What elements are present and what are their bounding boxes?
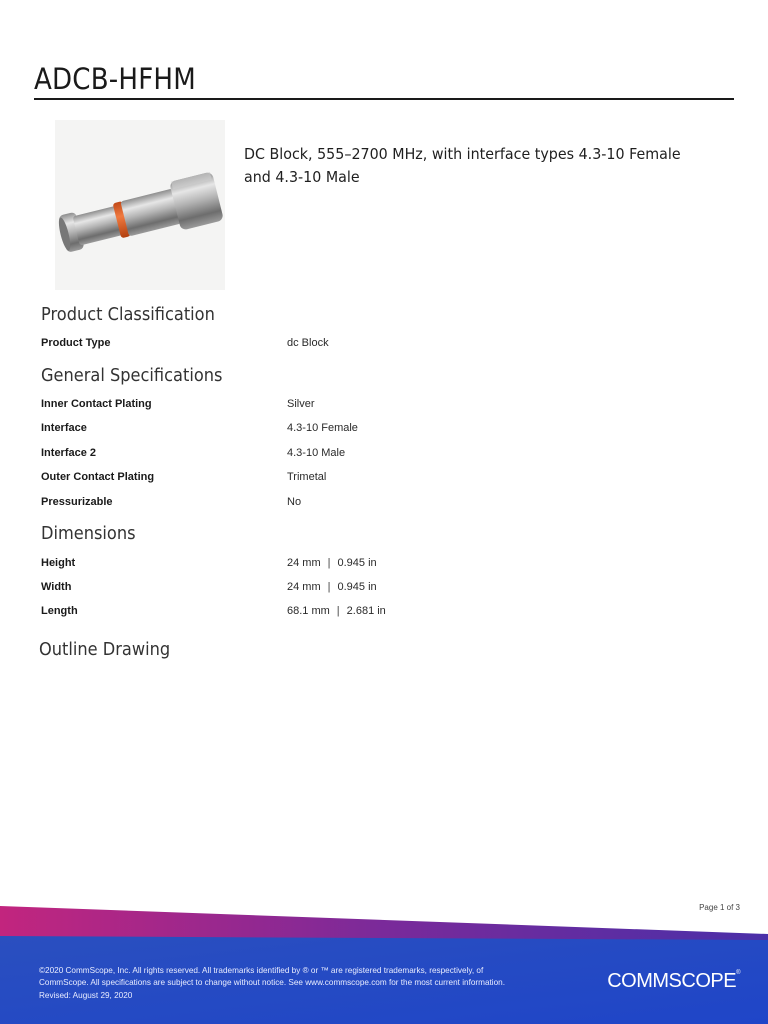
unit-separator: | — [327, 581, 331, 593]
legal-notice: ©2020 CommScope, Inc. All rights reserved. All trademarks identified by ® or ™ are registered trademarks, respectively, of CommScope. All specifications are subject to change without notice. See www.commscope.com for the most current information. Revised: August 29, 2020 — [39, 966, 505, 1000]
imperial-value: 2.681 in — [346, 605, 386, 617]
spec-row — [41, 447, 641, 467]
spec-label: Product Type — [41, 337, 111, 349]
section-title-general: General Specifications — [41, 365, 223, 386]
unit-separator: | — [336, 605, 340, 617]
spec-row — [41, 557, 641, 577]
brand-wordmark: COMMSCOPE — [607, 970, 737, 992]
product-photo — [55, 120, 225, 290]
spec-value: Silver — [287, 398, 315, 410]
registered-mark: ® — [736, 970, 740, 976]
spec-value: dc Block — [287, 337, 329, 349]
section-title-classification: Product Classification — [41, 304, 215, 325]
dc-block-connector-icon — [55, 120, 225, 290]
spec-row — [41, 398, 641, 418]
metric-value: 24 mm — [287, 581, 321, 593]
section-title-dimensions: Dimensions — [41, 523, 136, 544]
spec-label: Height — [41, 557, 76, 569]
metric-value: 24 mm — [287, 557, 321, 569]
spec-label: Interface 2 — [41, 447, 97, 459]
spec-row — [41, 496, 641, 516]
spec-value: Trimetal — [287, 471, 327, 483]
spec-label: Inner Contact Plating — [41, 398, 152, 410]
unit-separator: | — [327, 557, 331, 569]
metric-value: 68.1 mm — [287, 605, 330, 617]
imperial-value: 0.945 in — [337, 557, 377, 569]
spec-value — [287, 605, 386, 617]
title-divider — [34, 98, 734, 100]
spec-value: 4.3-10 Male — [287, 447, 346, 459]
spec-value — [287, 557, 377, 569]
spec-value: No — [287, 496, 302, 508]
spec-label: Width — [41, 581, 72, 593]
spec-row — [41, 422, 641, 442]
section-title-outline: Outline Drawing — [39, 639, 171, 660]
spec-label: Pressurizable — [41, 496, 113, 508]
commscope-logo — [607, 970, 740, 993]
spec-label: Interface — [41, 422, 87, 434]
imperial-value: 0.945 in — [337, 581, 377, 593]
spec-row — [41, 581, 641, 601]
spec-value: 4.3-10 Female — [287, 422, 358, 434]
page-title: ADCB-HFHM — [34, 62, 196, 96]
spec-row — [41, 605, 641, 625]
spec-row — [41, 337, 641, 357]
spec-label: Outer Contact Plating — [41, 471, 155, 483]
product-description: DC Block, 555–2700 MHz, with interface types 4.3-10 Female and 4.3-10 Male — [244, 145, 681, 186]
spec-row — [41, 471, 641, 491]
page-number: Page 1 of 3 — [699, 903, 740, 912]
spec-value — [287, 581, 377, 593]
spec-label: Length — [41, 605, 78, 617]
